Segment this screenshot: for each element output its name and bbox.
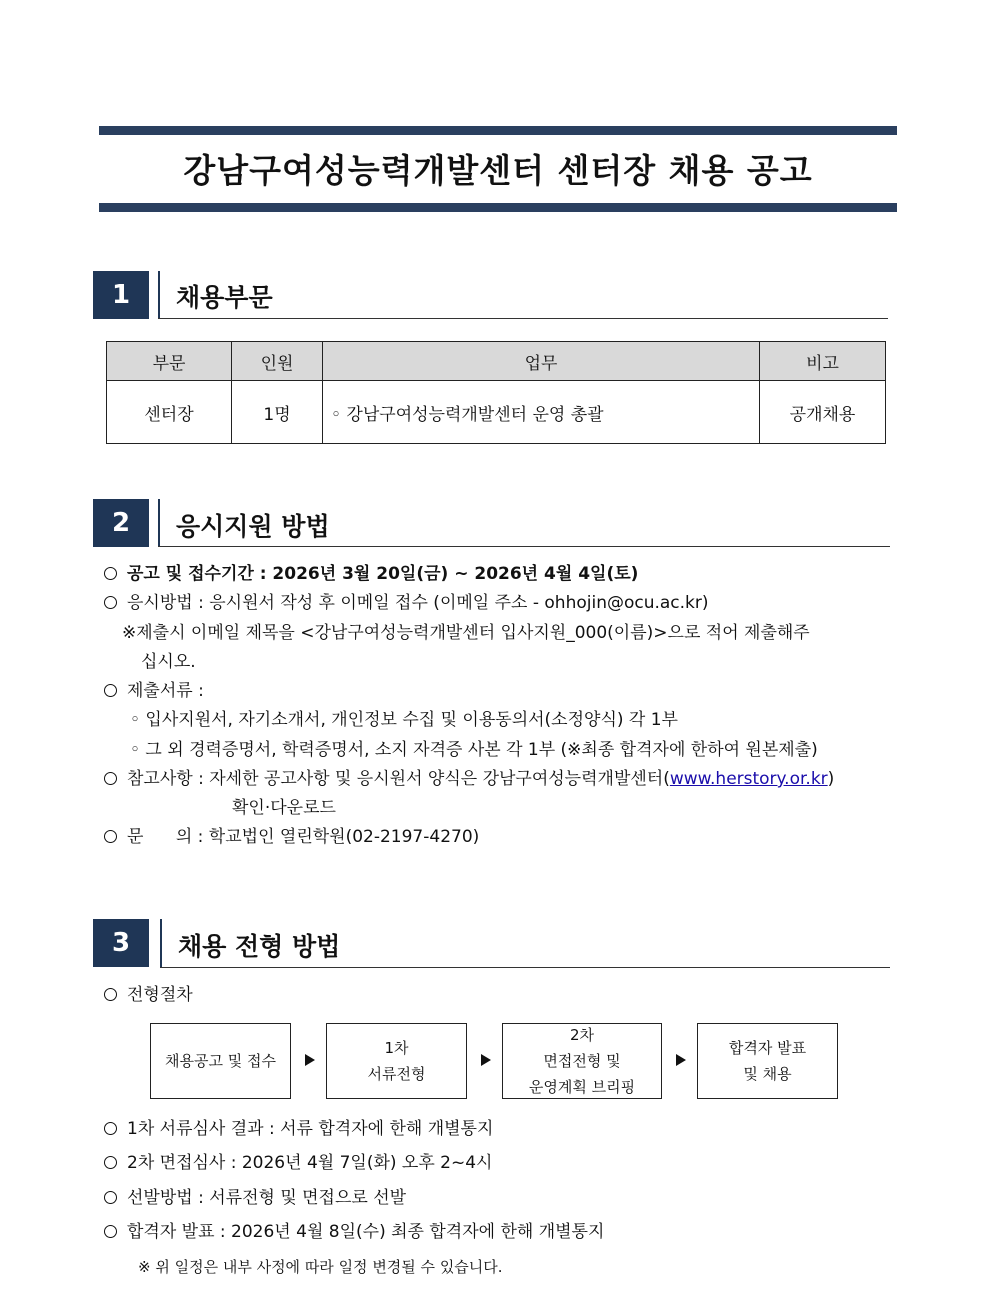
table-row <box>107 381 886 444</box>
process-label: 전형절차 <box>104 984 193 1006</box>
section-3-divider <box>160 919 162 967</box>
arrow-right-icon <box>305 1054 315 1066</box>
process-step-3: 2차 면접전형 및 운영계획 브리핑 <box>502 1023 662 1099</box>
apply-doc-1: ◦ 입사지원서, 자기소개서, 개인정보 수집 및 이용동의서(소정양식) 각 1부 <box>130 710 678 730</box>
process-item-3: 선발방법 : 서류전형 및 면접으로 선발 <box>104 1187 406 1209</box>
table-header: 인원 <box>232 342 323 381</box>
apply-doc-2: ◦ 그 외 경력증명서, 학력증명서, 소지 자격증 사본 각 1부 (※최종 합격자에 한하여 원본제출) <box>130 740 818 760</box>
recruitment-table <box>106 341 886 444</box>
circle-bullet-icon <box>104 596 117 609</box>
section-1-title: 채용부문 <box>176 283 273 312</box>
circle-bullet-icon <box>104 772 117 785</box>
circle-bullet-icon <box>104 684 117 697</box>
section-1-number: 1 <box>93 271 149 319</box>
table-header-row <box>107 342 886 381</box>
process-step-1: 채용공고 및 접수 <box>150 1023 291 1099</box>
section-1-underline <box>158 318 888 319</box>
section-2-number: 2 <box>93 499 149 547</box>
circle-bullet-icon <box>104 1122 117 1135</box>
section-2-underline <box>158 546 890 547</box>
table-header: 업무 <box>323 342 760 381</box>
section-3-title: 채용 전형 방법 <box>178 932 341 961</box>
section-3-underline <box>160 967 890 968</box>
schedule-footnote: ※ 위 일정은 내부 사정에 따라 일정 변경될 수 있습니다. <box>138 1258 503 1276</box>
process-item-4: 합격자 발표 : 2026년 4월 8일(수) 최종 합격자에 한해 개별통지 <box>104 1221 604 1243</box>
apply-contact: 문 의 : 학교법인 열린학원(02-2197-4270) <box>104 826 479 848</box>
circle-bullet-icon <box>104 830 117 843</box>
apply-note-2: 십시오. <box>141 652 196 672</box>
apply-note-1: ※제출시 이메일 제목을 <강남구여성능력개발센터 입사지원_000(이름)>으로 적어 제출해주 <box>122 623 810 643</box>
section-1-divider <box>158 271 160 319</box>
table-cell: 1명 <box>232 381 323 444</box>
apply-reference: 참고사항 : 자세한 공고사항 및 응시원서 양식은 강남구여성능력개발센터(www.herstory.or.kr) <box>104 768 834 790</box>
process-step-4: 합격자 발표 및 채용 <box>697 1023 838 1099</box>
arrow-right-icon <box>481 1054 491 1066</box>
table-cell: 센터장 <box>107 381 232 444</box>
table-cell: 공개채용 <box>760 381 886 444</box>
arrow-right-icon <box>676 1054 686 1066</box>
table-header: 비고 <box>760 342 886 381</box>
process-item-2: 2차 면접심사 : 2026년 4월 7일(화) 오후 2~4시 <box>104 1152 492 1174</box>
title-bottom-rule <box>99 203 897 212</box>
circle-bullet-icon <box>104 1156 117 1169</box>
section-3-number: 3 <box>93 919 149 967</box>
circle-bullet-icon <box>104 1191 117 1204</box>
apply-reference-2: 확인·다운로드 <box>232 798 336 818</box>
circle-bullet-icon <box>104 1225 117 1238</box>
circle-bullet-icon <box>104 988 117 1001</box>
page-title: 강남구여성능력개발센터 센터장 채용 공고 <box>183 151 813 190</box>
herstory-link[interactable]: www.herstory.or.kr <box>669 769 828 789</box>
section-2-divider <box>158 499 160 547</box>
table-header: 부문 <box>107 342 232 381</box>
apply-method: 응시방법 : 응시원서 작성 후 이메일 접수 (이메일 주소 - ohhojin@ocu.ac.kr) <box>104 592 709 614</box>
circle-bullet-icon <box>104 567 117 580</box>
process-step-2: 1차 서류전형 <box>326 1023 467 1099</box>
table-cell: ◦ 강남구여성능력개발센터 운영 총괄 <box>323 381 760 444</box>
apply-period: 공고 및 접수기간 : 2026년 3월 20일(금) ~ 2026년 4월 4일(토) <box>104 563 638 585</box>
section-2-title: 응시지원 방법 <box>176 512 330 541</box>
apply-docs-label: 제출서류 : <box>104 680 204 702</box>
title-top-rule <box>99 126 897 135</box>
process-item-1: 1차 서류심사 결과 : 서류 합격자에 한해 개별통지 <box>104 1118 493 1140</box>
